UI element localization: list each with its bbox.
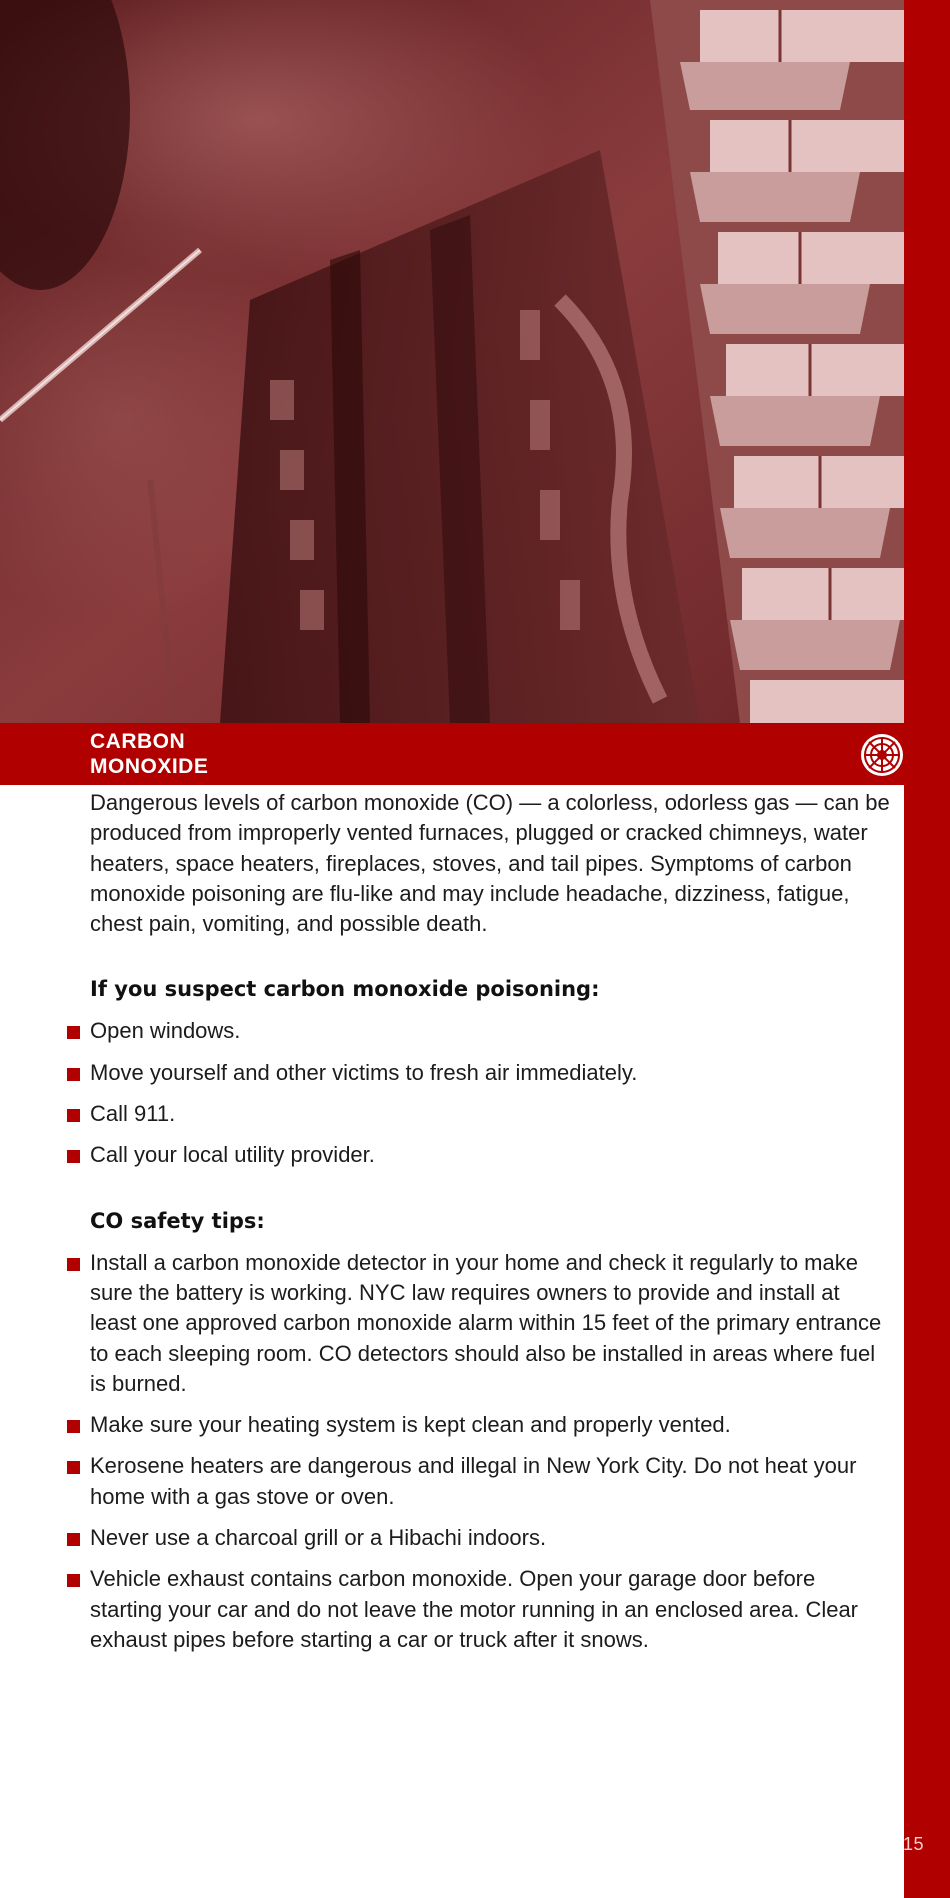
list-item: Kerosene heaters are dangerous and illegal in New York City. Do not heat your home with a gas stove or oven. bbox=[90, 1451, 890, 1512]
list-item: Install a carbon monoxide detector in your home and check it regularly to make sure the battery is working. NYC law requires owners to provide and install at least one approved carbon monoxide alarm within 15 feet of the primary entrance to each sleeping room. CO detectors should also be installed in areas where fuel is burned. bbox=[90, 1248, 890, 1399]
list-item: Call 911. bbox=[90, 1099, 890, 1129]
page-number: 15 bbox=[903, 1834, 925, 1854]
list-item: Open windows. bbox=[90, 1016, 890, 1046]
section-title bbox=[90, 729, 208, 779]
accent-side-bar bbox=[904, 0, 950, 1898]
suspect-list bbox=[90, 1016, 890, 1170]
list-item: Vehicle exhaust contains carbon monoxide. Open your garage door before starting your car and do not leave the motor running in an enclosed area. Clear exhaust pipes before starting a car or truck after it snows. bbox=[90, 1564, 890, 1655]
tips-heading: CO safety tips: bbox=[90, 1208, 265, 1233]
list-item: Call your local utility provider. bbox=[90, 1140, 890, 1170]
intro-paragraph: Dangerous levels of carbon monoxide (CO) — a colorless, odorless gas — can be produced from improperly vented furnaces, plugged or cracked chimneys, water heaters, space heaters, fireplaces, stoves, and tail pipes. Symptoms of carbon monoxide poisoning are flu-like and may include headache, dizziness, fatigue, chest pain, vomiting, and possible death. bbox=[90, 790, 890, 937]
article-body bbox=[90, 788, 890, 1666]
tips-list bbox=[90, 1248, 890, 1656]
list-item: Never use a charcoal grill or a Hibachi indoors. bbox=[90, 1523, 890, 1553]
section-title-line-1: CARBON bbox=[90, 730, 186, 753]
fdny-emblem-icon bbox=[858, 731, 906, 779]
list-item: Move yourself and other victims to fresh air immediately. bbox=[90, 1058, 890, 1088]
fire-building-photo bbox=[0, 0, 904, 723]
list-item: Make sure your heating system is kept clean and properly vented. bbox=[90, 1410, 890, 1440]
section-title-line-2: MONOXIDE bbox=[90, 755, 209, 778]
suspect-heading: If you suspect carbon monoxide poisoning: bbox=[90, 977, 600, 1002]
